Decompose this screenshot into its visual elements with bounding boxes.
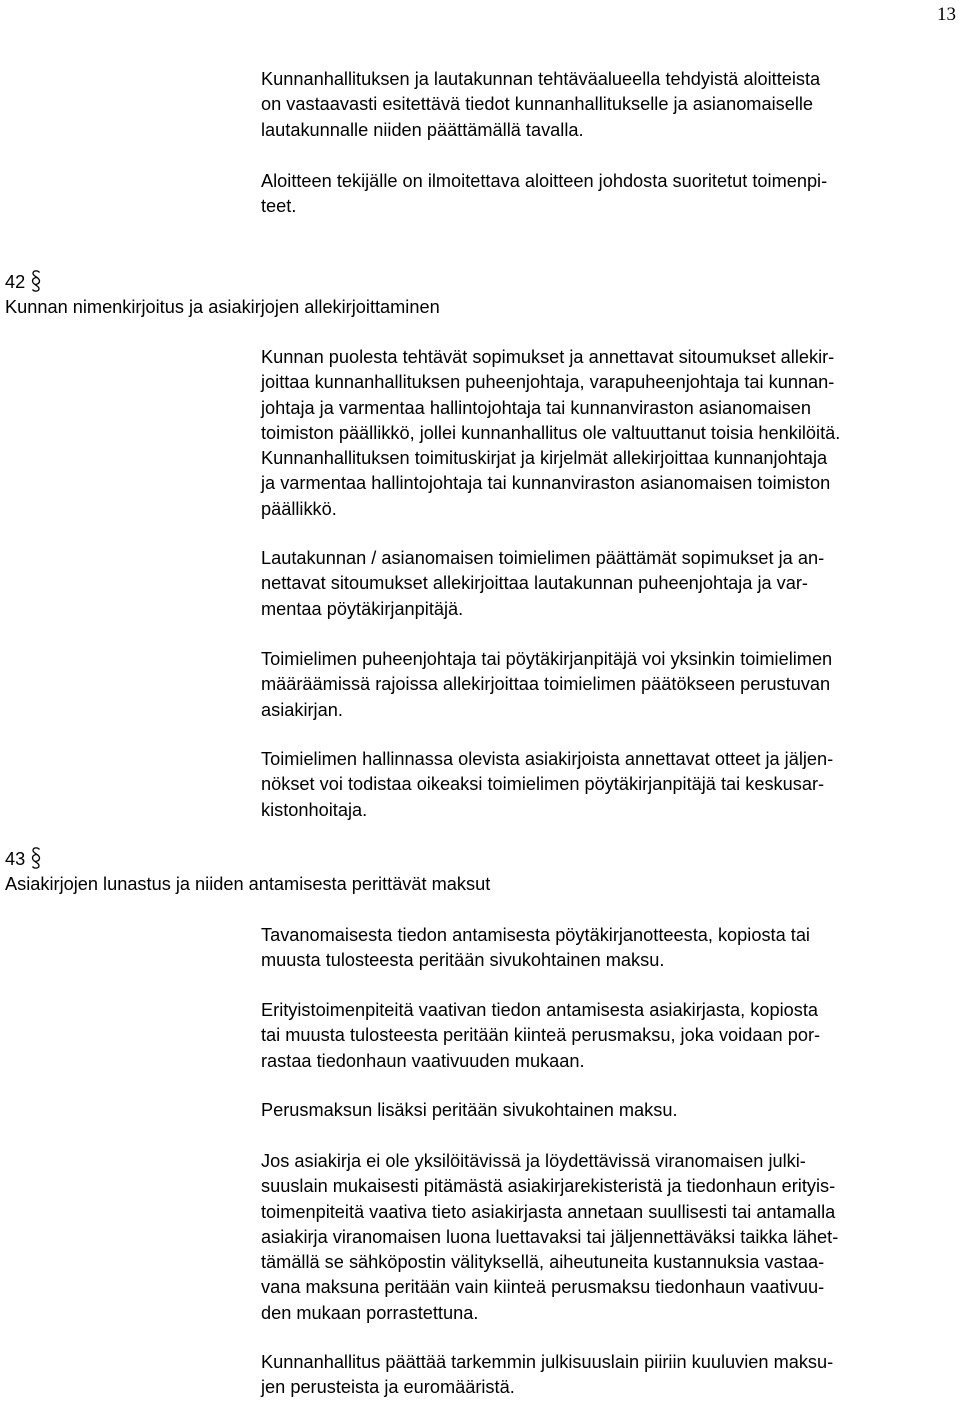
section-43-paragraph-1: Tavanomaisesta tiedon antamisesta pöytäkirjanotteesta, kopiosta tai muusta tulosteesta peritään sivukohtainen maksu. (261, 925, 810, 971)
section-43-paragraph-2: Erityistoimenpiteitä vaativan tiedon antamisesta asiakirjasta, kopiosta tai muusta tulosteesta peritään kiinteä perusmaksu, joka voidaan por- rastaa tiedonhaun vaativuuden mukaan. (261, 1000, 821, 1071)
section-42-number: 42 (5, 272, 26, 292)
section-43-heading (5, 846, 490, 897)
section-42-paragraph-3: Toimielimen puheenjohtaja tai pöytäkirjanpitäjä voi yksinkin toimielimen määräämissä rajoissa allekirjoittaa toimielimen päätökseen perustuvan asiakirjan. (261, 649, 833, 720)
intro-paragraph-1: Kunnanhallituksen ja lautakunnan tehtäväalueella tehdyistä aloitteista on vastaavasti esitettävä tiedot kunnanhallitukselle ja asianomaiselle lautakunnalle niiden päättämällä tavalla. (261, 69, 821, 140)
section-43-paragraph-4: Jos asiakirja ei ole yksilöitävissä ja löydettävissä viranomaisen julki- suuslain mukaisesti pitämästä asiakirjarekisteristä ja tiedonhaun erityis- toimenpiteitä vaativa tieto asiakirjasta annetaan suullisesti tai antamalla asiakirja viranomaisen luona luettavaksi tai jäljennettäväksi taikka lähet- tämällä se sähköpostin välityksellä, aiheutuneita kustannuksia vastaa- vana maksuna peritään vain kiinteä perusmaksu tiedonhaun vaativuu- den mukaan porrastettuna. (261, 1151, 839, 1323)
section-sign-icon (30, 269, 42, 293)
page-number: 13 (937, 4, 956, 25)
section-43-number: 43 (5, 849, 26, 869)
section-42-heading (5, 269, 440, 320)
section-42-paragraph-4: Toimielimen hallinnassa olevista asiakirjoista annettavat otteet ja jäljen- nökset voi todistaa oikeaksi toimielimen pöytäkirjanpitäjä tai keskusar- kistonhoitaja. (261, 749, 834, 820)
section-42-paragraph-2: Lautakunnan / asianomaisen toimielimen päättämät sopimukset ja an- nettavat sitoumukset allekirjoittaa lautakunnan puheenjohtaja ja var- mentaa pöytäkirjanpitäjä. (261, 548, 825, 619)
intro-paragraph-2: Aloitteen tekijälle on ilmoitettava aloitteen johdosta suoritetut toimenpi- teet. (261, 171, 828, 217)
section-42-title: Kunnan nimenkirjoitus ja asiakirjojen allekirjoittaminen (5, 297, 440, 317)
section-43-paragraph-5: Kunnanhallitus päättää tarkemmin julkisuuslain piiriin kuuluvien maksu- jen perusteista ja euromääristä. (261, 1352, 834, 1398)
section-sign-icon (30, 846, 42, 870)
section-43-title: Asiakirjojen lunastus ja niiden antamisesta perittävät maksut (5, 874, 491, 894)
section-42-paragraph-1: Kunnan puolesta tehtävät sopimukset ja annettavat sitoumukset allekir- joittaa kunnanhallituksen puheenjohtaja, varapuheenjohtaja tai kunnan- johtaja ja varmentaa hallintojohtaja tai kunnanviraston asianomaisen toimiston päällikkö, jollei kunnanhallitus ole valtuuttanut toisia henkilöitä. Kunnanhallituksen toimituskirjat ja kirjelmät allekirjoittaa kunnanjohtaja ja varmentaa hallintojohtaja tai kunnanviraston asianomaisen toimiston päällikkö. (261, 347, 841, 519)
section-43-paragraph-3: Perusmaksun lisäksi peritään sivukohtainen maksu. (261, 1100, 678, 1120)
